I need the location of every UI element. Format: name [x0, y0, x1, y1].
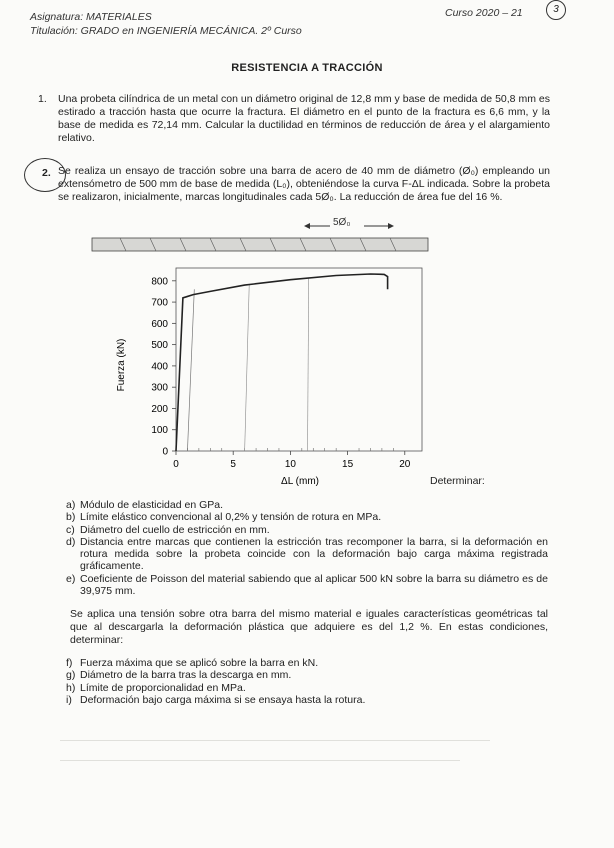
paragraph-3: Se aplica una tensión sobre otra barra del mismo material e iguales características geométricas tal que al descargarla la deformación plástica que adquiere es del 1,2 %. En estas condiciones, determinar:	[70, 608, 548, 646]
questions-list-a	[66, 499, 548, 597]
y-tick-label: 300	[151, 382, 168, 394]
tick-labels	[151, 276, 410, 470]
item-letter: b)	[66, 511, 76, 524]
x-tick-label: 10	[284, 459, 296, 470]
item-letter: a)	[66, 499, 76, 511]
determine-label: Determinar:	[430, 475, 485, 487]
spacing-annotation: 5Ø₀	[333, 217, 351, 228]
list-item	[66, 536, 548, 573]
y-tick-label: 100	[151, 425, 168, 437]
list-item	[66, 573, 548, 598]
item-letter: c)	[66, 523, 75, 536]
item-letter: f)	[66, 657, 73, 669]
list-item	[66, 511, 548, 523]
show-through-line	[60, 740, 490, 741]
header-degree: Titulación: GRADO en INGENIERÍA MECÁNICA. 2º Curso	[30, 25, 302, 37]
x-tick-label: 20	[399, 459, 411, 470]
y-tick-label: 500	[151, 340, 168, 352]
y-axis-label: Fuerza (kN)	[116, 338, 127, 392]
list-item	[66, 682, 548, 694]
guide-line	[308, 279, 309, 451]
item-text: Deformación bajo carga máxima si se ensaya hasta la rotura.	[80, 693, 366, 706]
list-item	[66, 669, 548, 681]
item-text: Diámetro de la barra tras la descarga en mm.	[80, 669, 292, 682]
item-text: Límite elástico convencional al 0,2% y tensión de rotura en MPa.	[80, 511, 382, 524]
item-letter: e)	[66, 572, 76, 585]
arrow-right-head	[388, 223, 394, 229]
guide-line	[245, 285, 250, 451]
item-text: Límite de proporcionalidad en MPa.	[80, 681, 246, 694]
item-letter: h)	[66, 681, 76, 694]
item-text: Fuerza máxima que se aplicó sobre la barra en kN.	[80, 657, 319, 669]
plot-frame	[176, 268, 422, 451]
y-tick-label: 700	[151, 297, 168, 309]
show-through-line	[60, 760, 460, 761]
grid-lines	[172, 279, 405, 455]
page-number: 3	[546, 0, 566, 20]
list-item	[66, 657, 548, 669]
questions-list-b	[66, 657, 548, 706]
header-course: Curso 2020 – 21	[445, 7, 523, 19]
x-tick-label: 5	[230, 459, 236, 470]
y-tick-label: 800	[151, 276, 168, 288]
list-item	[66, 499, 548, 511]
problem-1-number: 1.	[38, 93, 47, 105]
item-text: Distancia entre marcas que contienen la estricción tras recomponer la barra, si la deformación en rotura medida sobre la probeta coincide con la deformación bajo carga máxima registrada gráficamente.	[80, 535, 548, 573]
header-subject: Asignatura: MATERIALES	[30, 11, 152, 23]
y-tick-label: 600	[151, 318, 168, 330]
item-letter: g)	[66, 669, 76, 682]
page-title: RESISTENCIA A TRACCIÓN	[231, 62, 383, 74]
curve-series	[176, 274, 388, 451]
x-axis-label: ΔL (mm)	[281, 476, 319, 487]
y-tick-label: 400	[151, 361, 168, 373]
item-text: Coeficiente de Poisson del material sabiendo que al aplicar 500 kN sobre la barra su diámetro es de 39,975 mm.	[80, 572, 548, 598]
list-item	[66, 524, 548, 536]
y-tick-label: 0	[162, 446, 168, 458]
item-text: Módulo de elasticidad en GPa.	[80, 499, 224, 511]
list-item	[66, 694, 548, 706]
bar-illustration	[92, 223, 428, 251]
y-tick-label: 200	[151, 403, 168, 415]
offset-line	[187, 289, 194, 451]
x-tick-label: 15	[342, 459, 354, 470]
x-tick-label: 0	[173, 459, 179, 470]
item-letter: i)	[66, 693, 72, 706]
item-letter: d)	[66, 535, 76, 548]
arrow-left-head	[304, 223, 310, 229]
problem-2-text: Se realiza un ensayo de tracción sobre una barra de acero de 40 mm de diámetro (Ø₀) empleando un extensómetro de 500 mm de base de medida (L₀), obteniéndose la curva F-ΔL indicada. Sobre la probeta se realizaron, inicialmente, marcas longitudinales cada 5Ø₀. La reducción de área fue del 16 %.	[58, 165, 550, 203]
item-text: Diámetro del cuello de estricción en mm.	[80, 523, 270, 536]
bar-body	[92, 238, 428, 251]
problem-1-text: Una probeta cilíndrica de un metal con un diámetro original de 12,8 mm y base de medida de 50,8 mm es estirado a tracción hasta que ocurre la fractura. El diámetro en el punto de la fractura es 6,6 mm, y la base de medida es 72,14 mm. Calcular la ductilidad en términos de reducción de área y el alargamiento relativo.	[58, 93, 550, 144]
series-line	[176, 274, 388, 451]
problem-2-number: 2.	[42, 167, 51, 179]
